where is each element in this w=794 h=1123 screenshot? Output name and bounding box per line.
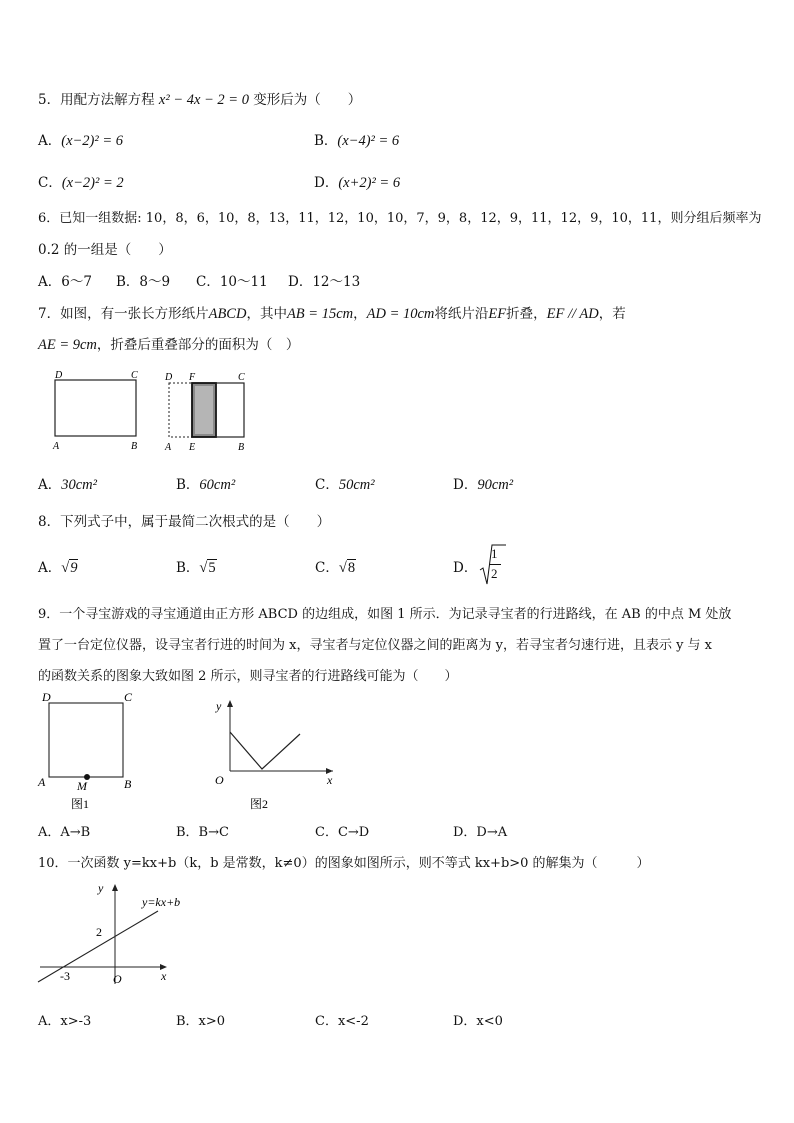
q7-option-d-label: D．	[453, 477, 478, 493]
q7-rect-remaining	[216, 383, 244, 437]
q7-fold-label-b: B	[238, 442, 245, 453]
q7-fold-label-e: E	[189, 442, 196, 453]
q7-label-b: B	[131, 441, 138, 452]
q5-option-c-label: C．	[38, 175, 62, 191]
q6-stem-line1: 6．已知一组数据: 10，8，6，10，8，13，11，12，10，10，7，9，8，12，9，11，12，9，10，11，则分组后频率为	[38, 211, 762, 226]
q9-figure1	[36, 688, 146, 814]
q7-option-b-label: B．	[176, 477, 200, 493]
q9-fig2-label-y: y	[216, 699, 222, 713]
q8-option-d-numerator: 1	[491, 546, 498, 561]
q7-text-a: 7．如图，有一张长方形纸片	[38, 306, 209, 322]
q7-fold-line: EF	[488, 306, 507, 322]
q5-option-b-expr: (x−4)² = 6	[337, 133, 400, 149]
q5-equation: x² − 4x − 2 = 0	[158, 92, 249, 108]
q8-option-c[interactable]	[315, 556, 356, 577]
q5-option-d[interactable]	[314, 171, 400, 192]
q10-label-line: y=kx+b	[142, 895, 181, 909]
q9-fig2-graph	[230, 732, 300, 769]
q10-figure	[34, 876, 194, 994]
q7-option-c-value: 50cm²	[338, 477, 375, 493]
q8-option-c-radicand: 8	[347, 560, 356, 576]
q6-option-a[interactable]: A．6～7	[38, 274, 92, 290]
q5-option-a-expr: (x−2)² = 6	[61, 133, 124, 149]
q9-fig2-label-o: O	[215, 773, 224, 787]
q9-option-c[interactable]: C．C→D	[315, 825, 370, 840]
q8-option-a-label: A．	[38, 560, 62, 576]
q5-option-d-expr: (x+2)² = 6	[338, 175, 401, 191]
q5-stem-post: 变形后为（ ）	[253, 92, 362, 108]
q9-stem-line1: 9．一个寻宝游戏的寻宝通道由正方形 ABCD 的边组成，如图 1 所示．为记录寻宝者的行进路线，在 AB 的中点 M 处放	[38, 607, 732, 622]
q8-option-b-radicand: 5	[208, 560, 216, 576]
q6-option-c[interactable]: C．10～11	[196, 274, 268, 290]
q6-option-d[interactable]: D．12～13	[288, 274, 361, 290]
q9-stem-line2: 置了一台定位仪器，设寻宝者行进的时间为 x，寻宝者与定位仪器之间的距离为 y，若寻宝者匀速行进，且表示 y 与 x	[38, 638, 713, 653]
q9-stem-line3: 的函数关系的图象大致如图 2 所示，则寻宝者的行进路线可能为（ ）	[38, 669, 458, 684]
q7-option-a[interactable]	[38, 473, 97, 494]
q9-fig1-label-a: A	[38, 775, 46, 789]
arrow-up-icon	[227, 700, 233, 707]
q5-option-d-label: D．	[314, 175, 339, 191]
q7-figure	[45, 370, 265, 455]
q7-text-k: ，若	[598, 306, 626, 322]
sqrt-icon: √	[199, 560, 208, 576]
q9-fig1-caption: 图1	[71, 797, 90, 811]
q5-option-c-expr: (x−2)² = 2	[61, 175, 124, 191]
q8-option-b[interactable]	[176, 556, 217, 577]
q9-figure2	[205, 692, 345, 814]
q7-label-d: D	[55, 370, 63, 381]
q9-fig1-label-c: C	[124, 690, 133, 704]
q8-option-a[interactable]	[38, 556, 78, 577]
q7-fold-dashed	[169, 383, 192, 437]
q10-label-o: O	[113, 972, 122, 986]
q10-option-b[interactable]: B．x>0	[176, 1014, 226, 1029]
q9-fig1-label-m: M	[77, 779, 87, 793]
q7-option-d-value: 90cm²	[477, 477, 514, 493]
q7-fold-label-d: D	[165, 372, 173, 383]
q9-fig1-label-b: B	[124, 777, 132, 791]
q7-text-i: 折叠，	[506, 306, 547, 322]
q10-stem: 10．一次函数 y=kx+b（k，b 是常数，k≠0）的图象如图所示，则不等式 kx+b>0 的解集为（ ）	[38, 856, 650, 871]
q8-option-d-denominator: 2	[491, 566, 498, 581]
q7-text-g: 将纸片沿	[434, 306, 489, 322]
q7-stem-line2	[38, 333, 299, 354]
q10-option-a[interactable]: A．x>-3	[38, 1014, 92, 1029]
q8-option-c-label: C．	[315, 560, 339, 576]
q5-option-a-label: A．	[38, 133, 62, 149]
q9-fig2-caption: 图2	[250, 797, 269, 811]
q5-stem-pre: 5．用配方法解方程	[38, 92, 155, 108]
q10-line-graph	[38, 911, 158, 982]
q7-fold-label-a: A	[165, 442, 172, 453]
q9-fig2-label-x: x	[327, 773, 333, 787]
q7-option-c[interactable]	[315, 473, 375, 494]
q9-option-d[interactable]: D．D→A	[453, 825, 508, 840]
q7-text-c: ，其中	[246, 306, 287, 322]
q6-stem-line2: 0.2 的一组是（ ）	[38, 242, 172, 258]
q7-stem-line1	[38, 302, 626, 323]
q7-fold-label-c: C	[238, 372, 245, 383]
q8-option-d-label: D．	[453, 560, 478, 576]
q7-rect-name: ABCD	[208, 306, 247, 322]
q7-option-c-label: C．	[315, 477, 339, 493]
q5-stem	[38, 88, 361, 109]
q10-label-x: x	[161, 969, 167, 983]
q9-square	[49, 703, 123, 777]
q5-option-a[interactable]	[38, 129, 123, 150]
q8-stem: 8．下列式子中，属于最简二次根式的是（ ）	[38, 514, 331, 530]
q8-option-a-radicand: 9	[70, 560, 78, 576]
q7-label-c: C	[131, 370, 138, 381]
q7-option-b-value: 60cm²	[199, 477, 236, 493]
q7-text-l2b: ，折叠后重叠部分的面积为（ ）	[96, 337, 300, 353]
q9-option-b[interactable]: B．B→C	[176, 825, 229, 840]
q10-option-d[interactable]: D．x<0	[453, 1014, 503, 1029]
q7-option-a-label: A．	[38, 477, 62, 493]
q9-option-a[interactable]: A．A→B	[38, 825, 91, 840]
q10-label-y-intercept: 2	[96, 925, 102, 939]
sqrt-icon: √	[61, 560, 70, 576]
q10-label-x-intercept: -3	[60, 969, 70, 983]
q5-option-c[interactable]	[38, 171, 124, 192]
fraction-bar	[489, 564, 501, 565]
q6-option-b[interactable]: B．8～9	[116, 274, 171, 290]
q7-ad-length: AD = 10cm	[366, 306, 435, 322]
q7-overlap-shade	[195, 386, 213, 434]
arrow-up-icon	[112, 884, 118, 891]
q5-option-b[interactable]	[314, 129, 399, 150]
sqrt-icon: √	[338, 560, 347, 576]
q7-ae-length: AE = 9cm	[38, 337, 97, 353]
q7-label-a: A	[53, 441, 60, 452]
q7-ab-length: AB = 15cm	[286, 306, 354, 322]
q9-fig1-label-d: D	[42, 690, 51, 704]
q7-fold-label-f: F	[189, 372, 196, 383]
q7-rect-original	[55, 380, 136, 436]
q7-option-a-value: 30cm²	[61, 477, 98, 493]
q7-option-b[interactable]	[176, 473, 235, 494]
q8-option-b-label: B．	[176, 560, 200, 576]
q10-option-c[interactable]: C．x<-2	[315, 1014, 369, 1029]
q7-parallel: EF // AD	[546, 306, 599, 322]
q7-option-d[interactable]	[453, 473, 513, 494]
q7-text-e: ，	[353, 306, 367, 322]
q5-option-b-label: B．	[314, 133, 338, 149]
q10-label-y: y	[98, 881, 104, 895]
